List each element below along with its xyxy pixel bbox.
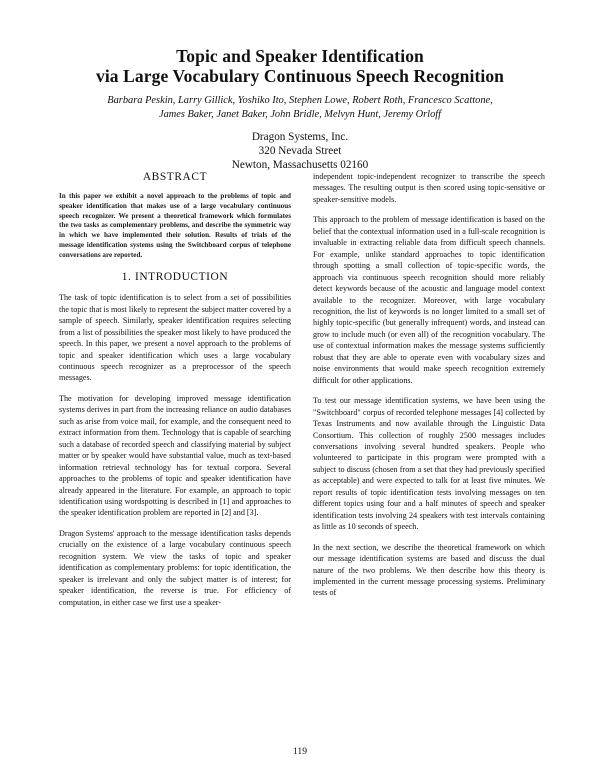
- title-block: [0, 46, 600, 173]
- paper-title-line-2: via Large Vocabulary Continuous Speech Recognition: [95, 66, 505, 86]
- right-paragraph-4: In the next section, we describe the theoretical framework on which our message identification systems are based and discuss the dual nature of the two problems. We then describe how this theory is implemented in the current message processing systems. Preliminary tests of: [313, 542, 545, 598]
- affiliation-org: Dragon Systems, Inc.: [251, 131, 349, 143]
- intro-paragraph-1: The task of topic identification is to select from a set of possibilities the topic that is most likely to represent the subject matter covered by a sample of speech. Similarly, speaker identification requires selecting from a list of possibilities the speaker most likely to have produced the speech. In this paper, we present a novel approach to the problems of topic and speaker identification which uses a large vocabulary continuous speech recognizer as a preprocessor of the speech messages.: [59, 293, 291, 383]
- page-number: 119: [292, 746, 308, 757]
- affiliation-city: Newton, Massachusetts 02160: [231, 159, 369, 172]
- paper-title-line-1: Topic and Speaker Identification: [176, 46, 424, 66]
- abstract-heading: ABSTRACT: [142, 171, 208, 183]
- introduction-heading: 1. INTRODUCTION: [121, 271, 229, 284]
- authors-line-2: James Baker, Janet Baker, John Bridle, Melvyn Hunt, Jeremy Orloff: [158, 109, 442, 120]
- left-column: [59, 170, 291, 617]
- right-paragraph-1: independent topic-independent recognizer to transcribe the speech messages. The resulting output is then scored using topic-sensitive or speaker-sensitive models.: [313, 172, 545, 204]
- authors: [50, 94, 550, 122]
- abstract-text: In this paper we exhibit a novel approach to the problems of topic and speaker identification that makes use of a large vocabulary continuous speech recognizer. We present a theoretical framework which formulates the two tasks as complementary problems, and describe the symmetric way in which we have implemented their solution. Results of trials of the message identification systems using the Switchboard corpus of telephone conversations are reported.: [59, 192, 291, 259]
- right-column: [313, 171, 545, 608]
- affiliation-street: 320 Nevada Street: [258, 145, 342, 158]
- right-paragraph-2: This approach to the problem of message identification is based on the belief that the contextual information used in a full-scale recognition is invaluable in extracting reliable data from difficult speech channels. For example, unlike standard approaches to topic identification through spotting a small collection of topic-specific words, the approach via continuous speech recognition should more reliably detect keywords because of the acoustic and language model context available to the recognizer. Moreover, with large vocabulary recognition, the list of keywords is no longer limited to a small set of highly topic-specific (but generally infrequent) words, and instead can grow to include much (or even all) of the recognition vocabulary. The use of contextual information makes the message systems sufficiently robust that they are able to operate even with vocabulary sizes and noise environments that would make speech recognition extremely difficult for other applications.: [313, 215, 545, 385]
- affiliation: [0, 130, 600, 173]
- right-paragraph-3: To test our message identification systems, we have been using the "Switchboard" corpus of recorded telephone messages [4] collected by Texas Instruments and now available through the Linguistic Data Consortium. This collection of roughly 2500 messages includes conversations involving several hundred speakers. People who volunteered to participate in this program were prompted with a subject to discuss (chosen from a set that they had previously specified as acceptable) and were expected to talk for at least five minutes. We report results of topic identification tests involving messages on ten different topics using four and a half minutes of speech and speaker identification tests involving 24 speakers with test intervals containing as little as 10 seconds of speech.: [313, 396, 545, 532]
- authors-line-1: Barbara Peskin, Larry Gillick, Yoshiko Ito, Stephen Lowe, Robert Roth, Francesco Scattone,: [107, 95, 493, 106]
- intro-paragraph-3: Dragon Systems' approach to the message identification tasks depends crucially on the existence of a large vocabulary continuous speech recognition system. We view the tasks of topic and speaker identification as complementary problems: for topic identification, the speaker is irrelevant and only the subject matter is of interest; for speaker identification, the reverse is true. For efficiency of computation, in either case we first use a speaker-: [59, 528, 291, 607]
- intro-paragraph-2: The motivation for developing improved message identification systems derives in part from the increasing reliance on audio databases such as arise from voice mail, for example, and the consequent need to extract information from them. Technology that is capable of searching such a database of recorded speech and classifying material by subject matter or by speaker would have substantial value, much as text-based information retrieval technology has for textual corpora. Several approaches to the problems of topic and speaker identification have already appeared in the literature. For example, an approach to topic identification using wordspotting is described in [1] and approaches to the speaker identification problem are reported in [2] and [3].: [59, 393, 291, 518]
